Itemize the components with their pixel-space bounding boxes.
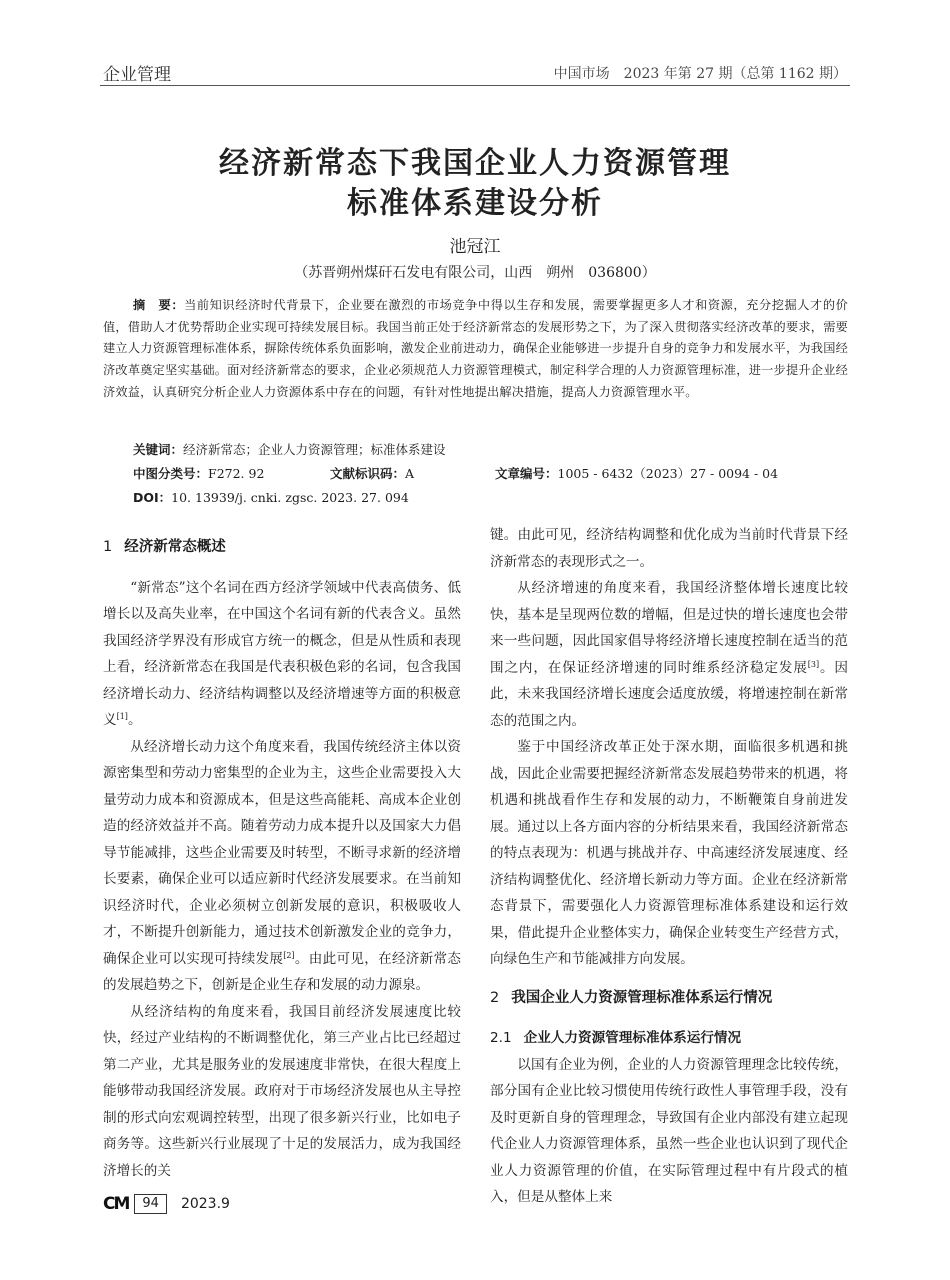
- section-2-heading: [490, 985, 848, 1012]
- abstract: [103, 295, 848, 404]
- journal-logo: CM: [103, 1194, 129, 1214]
- paragraph: 键。由此可见，经济结构调整和优化成为当前时代背景下经济新常态的表现形式之一。: [490, 527, 848, 570]
- paragraph: 鉴于中国经济改革正处于深水期，面临很多机遇和挑战，因此企业需要把握经济新常态发展趋势带来的机遇，将机遇和挑战看作生存和发展的动力，不断鞭策自身前进发展。通过以上各方面内容的分析结果来看，我国经济新常态的特点表现为：机遇与挑战并存、中高速经济发展速度、经济结构调整优化、经济增长新动力等方面。企业在经济新常态背景下，需要强化人力资源管理标准体系建设和运行效果，借此提升企业整体实力，确保企业转变生产经营方式，向绿色生产和节能减排方向发展。: [490, 739, 848, 967]
- paper-title-line1: 经济新常态下我国企业人力资源管理: [219, 146, 731, 181]
- doc-code-value: A: [405, 466, 415, 481]
- paragraph: [103, 575, 461, 734]
- header-section-label: 企业管理: [103, 65, 171, 85]
- section-title: 企业人力资源管理标准体系运行情况: [523, 1030, 742, 1046]
- keywords: [133, 440, 446, 458]
- doi-value: 10. 13939/j. cnki. zgsc. 2023. 27. 094: [171, 490, 409, 505]
- paragraph-text: 从经济增长动力这个角度来看，我国传统经济主体以资源密集型和劳动力密集型的企业为主，这些企业需要投入大量劳动力成本和资源成本，但是这些高能耗、高成本企业创造的经济效益并不高。随着劳动力成本提升以及国家大力倡导节能减排，这些企业需要及时转型，不断寻求新的经济增长要素，确保企业可以适应新时代经济发展要求。在当前知识经济时代，企业必须树立创新发展的意识，积极吸收人才，不断提升创新能力，通过技术创新激发企业的竞争力，确保企业可以实现可持续发展: [103, 738, 461, 967]
- section-title: 我国企业人力资源管理标准体系运行情况: [511, 989, 773, 1006]
- author: 池冠江: [449, 237, 501, 257]
- keywords-label: 关键词：: [133, 442, 184, 457]
- doc-code-label: 文献标识码：: [330, 466, 406, 481]
- classification-value: F272. 92: [208, 466, 265, 481]
- paragraph-text: 从经济增速的角度来看，我国经济整体增长速度比较快，基本是呈现两位数的增幅，但是过快的增长速度也会带来一些问题，因此国家倡导将经济增长速度控制在适当的范围之内，在保证经济增速的同时维系经济稳定发展: [490, 580, 848, 676]
- classification-label: 中图分类号：: [133, 466, 209, 481]
- article-no-value: 1005 - 6432（2023）27 - 0094 - 04: [557, 466, 779, 481]
- page-footer: [103, 1193, 230, 1215]
- section-number: 1: [103, 539, 113, 555]
- paragraph: 以国有企业为例，企业的人力资源管理理念比较传统，部分国有企业比较习惯使用传统行政性人事管理手段，没有及时更新自身的管理理念，导致国有企业内部没有建立起现代企业人力资源管理体系，虽然一些企业也认识到了现代企业人力资源管理的价值，在实际管理过程中有片段式的植入，但是从整体上来: [490, 1056, 848, 1205]
- keywords-text: 经济新常态；企业人力资源管理；标准体系建设: [183, 442, 446, 457]
- doi: [133, 488, 409, 506]
- header-rule: [100, 85, 850, 86]
- body-column-right: [490, 522, 848, 1211]
- paragraph: [490, 575, 848, 734]
- abstract-text: 当前知识经济时代背景下，企业要在激烈的市场竞争中得以生存和发展，需要掌握更多人才和资源，充分挖掘人才的价值，借助人才优势帮助企业实现可持续发展目标。我国当前正处于经济新常态的发展形势之下，为了深入贯彻落实经济改革的要求，需要建立人力资源管理标准体系，摒除传统体系负面影响，激发企业前进动力，确保企业能够进一步提升自身的竞争力和发展水平，为我国经济改革奠定坚实基础。面对经济新常态的要求，企业必须规范人力资源管理模式，制定科学合理的人力资源管理标准，进一步提升企业经济效益，认真研究分析企业人力资源体系中存在的问题，有针对性地提出解决措施，提高人力资源管理水平。: [103, 298, 848, 399]
- paragraph-text: 。由此可见，在经济新常态的发展趋势之下，创新是企业生存和发展的动力源泉。: [103, 950, 462, 993]
- section-title: 经济新常态概述: [124, 539, 226, 555]
- section-2-1-heading: [490, 1025, 848, 1052]
- reference-citation: [1]: [116, 712, 128, 721]
- classification: [133, 464, 264, 482]
- section-number: 2: [490, 989, 500, 1006]
- page-number: 94: [134, 1194, 167, 1214]
- paragraph-text: 。: [127, 712, 142, 728]
- document-code: [330, 464, 414, 482]
- paragraph: 从经济结构的角度来看，我国目前经济发展速度比较快，经过产业结构的不断调整优化，第三产业占比已经超过第二产业，尤其是服务业的发展速度非常快，在很大程度上能够带动我国经济发展。政府对于市场经济发展也从主导控制的形式向宏观调控转型，出现了很多新兴行业，比如电子商务等。这些新兴行业展现了十足的发展活力，成为我国经济增长的关: [103, 1003, 461, 1179]
- reference-citation: [2]: [283, 950, 295, 960]
- section-number: 2.1: [490, 1030, 512, 1046]
- affiliation: （苏晋朔州煤矸石发电有限公司，山西 朔州 036800）: [294, 265, 656, 281]
- issue-date: 2023.9: [180, 1196, 230, 1212]
- paragraph-text: 。因此，未来我国经济增长速度会适度放缓，将增速控制在新常态的范围之内。: [490, 659, 849, 729]
- reference-citation: [3]: [807, 659, 820, 669]
- body-column-left: [103, 522, 461, 1184]
- section-1-heading: [103, 534, 461, 561]
- abstract-label: 摘 要：: [133, 298, 185, 312]
- paragraph-text: “新常态”这个名词在西方经济学领域中代表高债务、低增长以及高失业率，在中国这个名词有新的代表含义。虽然我国经济学界没有形成官方统一的概念，但是从性质和表现上看，经济新常态在我国是代表积极色彩的名词，包含我国经济增长动力、经济结构调整以及经济增速等方面的积极意义: [103, 579, 461, 728]
- header-journal-info: 中国市场 2023 年第 27 期（总第 1162 期）: [553, 66, 847, 82]
- paper-title-line2: 标准体系建设分析: [347, 186, 603, 221]
- doi-label: DOI：: [133, 490, 172, 505]
- paragraph: [103, 734, 461, 999]
- article-no-label: 文章编号：: [495, 466, 558, 481]
- article-number: [495, 464, 778, 482]
